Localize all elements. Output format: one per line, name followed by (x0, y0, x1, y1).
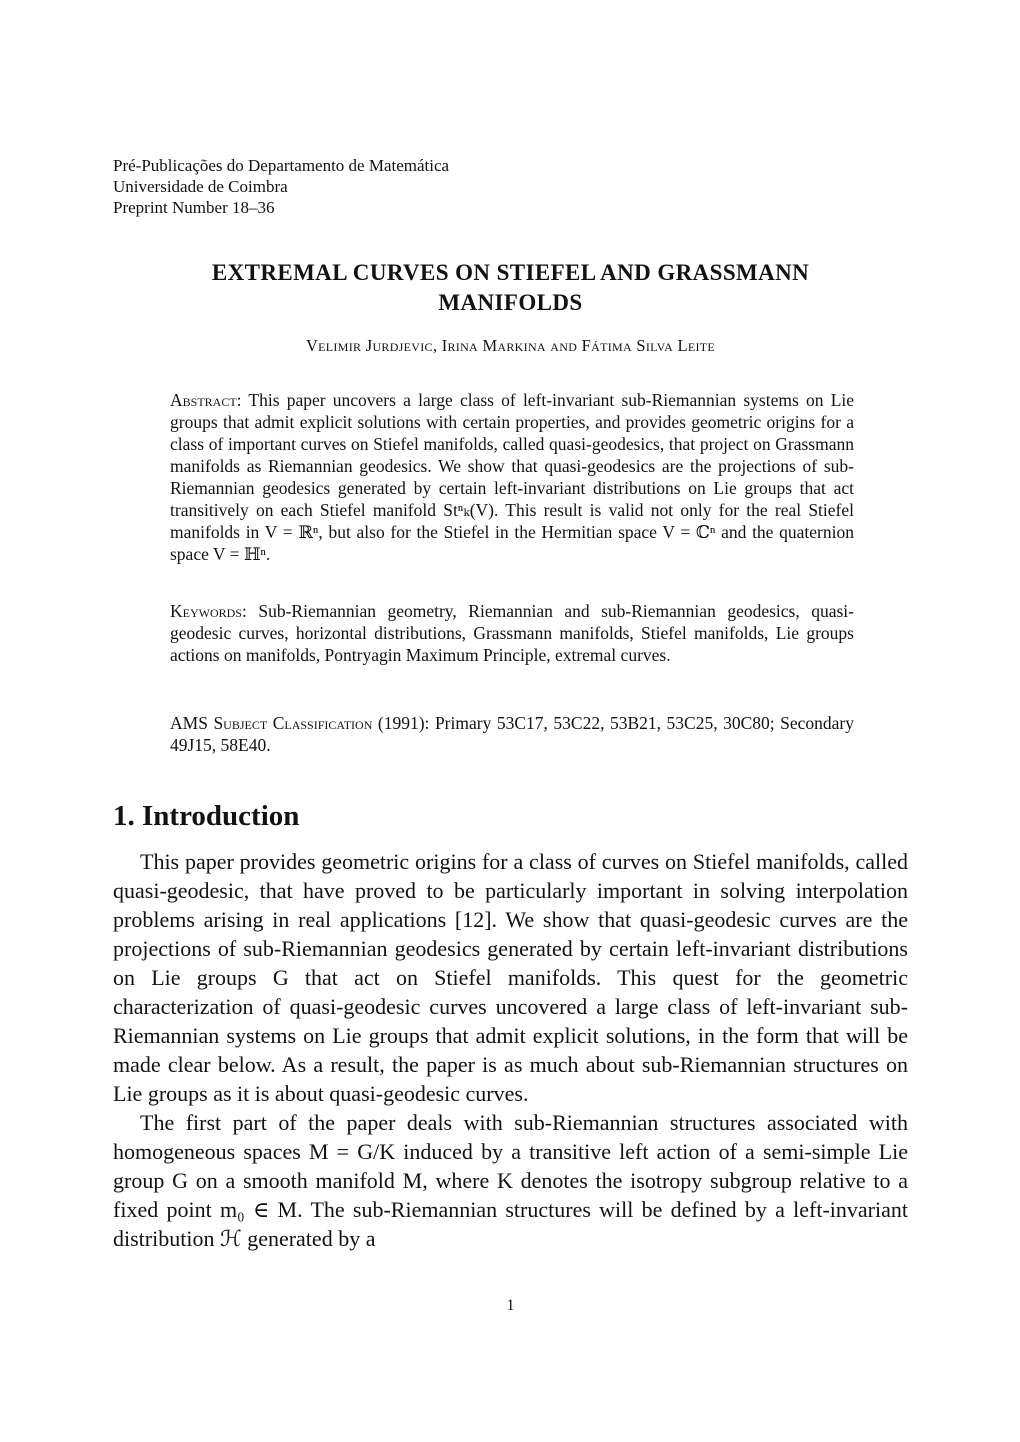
introduction-body (113, 847, 908, 1253)
ams-label: AMS Subject Classification (1991): (170, 713, 430, 733)
abstract-paragraph (170, 389, 854, 565)
paper-title (113, 258, 908, 318)
ams-classification-paragraph (170, 712, 854, 756)
section-heading-introduction: 1. Introduction (113, 800, 300, 832)
preprint-header (113, 155, 613, 218)
preprint-series-line: Pré-Publicações do Departamento de Matemática (113, 156, 450, 175)
page-number: 1 (506, 1297, 515, 1314)
intro-paragraph-1: This paper provides geometric origins for a class of curves on Stiefel manifolds, called quasi-geodesic, that have proved to be particularly important in solving interpolation problems arising in real applications [12]. We show that quasi-geodesic curves are the projections of sub-Riemannian geodesics generated by certain left-invariant distributions on Lie groups G that act on Stiefel manifolds. This quest for the geometric characterization of quasi-geodesic curves uncovered a large class of left-invariant sub-Riemannian systems on Lie groups that admit explicit solutions, in the form that will be made clear below. As a result, the paper is as much about sub-Riemannian structures on Lie groups as it is about quasi-geodesic curves. (113, 849, 908, 1106)
keywords-label: Keywords: (170, 601, 247, 621)
authors-line: Velimir Jurdjevic, Irina Markina and Fátima Silva Leite (305, 336, 716, 355)
keywords-text: Sub-Riemannian geometry, Riemannian and sub-Riemannian geodesics, quasi-geodesic curves, horizontal distributions, Grassmann manifolds, Stiefel manifolds, Lie groups actions on manifolds, Pontryagin Maximum Principle, extremal curves. (170, 601, 854, 665)
intro-paragraph-2: The first part of the paper deals with sub-Riemannian structures associated with homogeneous spaces M = G/K induced by a transitive left action of a semi-simple Lie group G on a smooth manifold M, where K denotes the isotropy subgroup relative to a fixed point m₀ ∈ M. The sub-Riemannian structures will be defined by a left-invariant distribution ℋ generated by a (113, 1110, 908, 1251)
title-line-2: MANIFOLDS (438, 290, 583, 315)
title-line-1: EXTREMAL CURVES ON STIEFEL AND GRASSMANN (211, 260, 810, 285)
ams-text: Primary 53C17, 53C22, 53B21, 53C25, 30C80; Secondary 49J15, 58E40. (170, 713, 854, 755)
university-line: Universidade de Coimbra (113, 177, 288, 196)
preprint-number-line: Preprint Number 18–36 (113, 198, 275, 217)
abstract-label: Abstract: (170, 390, 242, 410)
keywords-paragraph (170, 600, 854, 666)
abstract-text: This paper uncovers a large class of left-invariant sub-Riemannian systems on Lie groups that admit explicit solutions with certain properties, and provides geometric origins for a class of important curves on Stiefel manifolds, called quasi-geodesics, that project on Grassmann manifolds as Riemannian geodesics. We show that quasi-geodesics are the projections of sub-Riemannian geodesics generated by certain left-invariant distributions on Lie groups that act transitively on each Stiefel manifold Stⁿₖ(V). This result is valid not only for the real Stiefel manifolds in V = ℝⁿ, but also for the Stiefel in the Hermitian space V = ℂⁿ and the quaternion space V = ℍⁿ. (170, 390, 855, 564)
